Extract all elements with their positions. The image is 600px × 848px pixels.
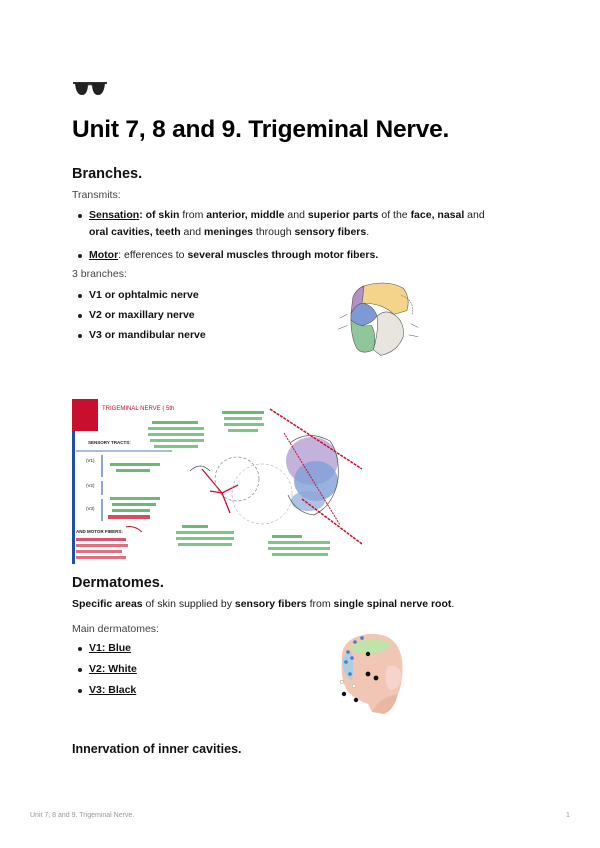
diagram-v2: (V2) <box>86 483 95 488</box>
inner-cavities-heading: Innervation of inner cavities. <box>72 742 242 756</box>
list-item: V3: Black <box>72 682 272 699</box>
footer-title: Unit 7, 8 and 9. Trigeminal Nerve. <box>30 812 135 819</box>
diagram-motor-label: AND MOTOR FIBERS: <box>76 529 123 534</box>
branches-heading: Branches. <box>72 166 143 182</box>
dermatomes-description: Specific areas of skin supplied by sensory fibers from single spinal nerve root. <box>72 598 455 610</box>
list-item: V2: White <box>72 661 272 678</box>
list-item: Motor: efferences to several muscles through motor fibers. <box>72 247 502 264</box>
main-dermatomes-label: Main dermatomes: <box>72 623 159 635</box>
page-title: Unit 7, 8 and 9. Trigeminal Nerve. <box>72 116 450 143</box>
dermatomes-list <box>72 640 272 699</box>
page-number: 1 <box>566 812 570 819</box>
branches-count-label: 3 branches: <box>72 268 127 280</box>
diagram-v1: (V1) <box>86 458 95 463</box>
diagram-title: TRIGEMINAL NERVE ( 5th <box>102 406 175 412</box>
head-dermatomes-image <box>328 630 408 714</box>
dermatomes-heading: Dermatomes. <box>72 575 164 591</box>
branches-list <box>72 287 302 344</box>
transmits-label: Transmits: <box>72 189 121 201</box>
diagram-v3: (V3) <box>86 506 95 511</box>
head-branches-image <box>333 277 423 361</box>
list-item: V1 or ophtalmic nerve <box>72 287 302 304</box>
list-item: Sensation: of skin from anterior, middle and superior parts of the face, nasal and oral cavities, teeth and meninges through sensory fibers. <box>72 207 502 241</box>
transmits-list <box>72 207 502 264</box>
sunglasses-icon <box>72 80 108 98</box>
list-item: V2 or maxillary nerve <box>72 307 302 324</box>
trigeminal-diagram-image <box>72 399 362 564</box>
list-item: V3 or mandibular nerve <box>72 327 302 344</box>
list-item: V1: Blue <box>72 640 272 657</box>
diagram-sensory-label: SENSORY TRACTS: <box>88 440 131 445</box>
